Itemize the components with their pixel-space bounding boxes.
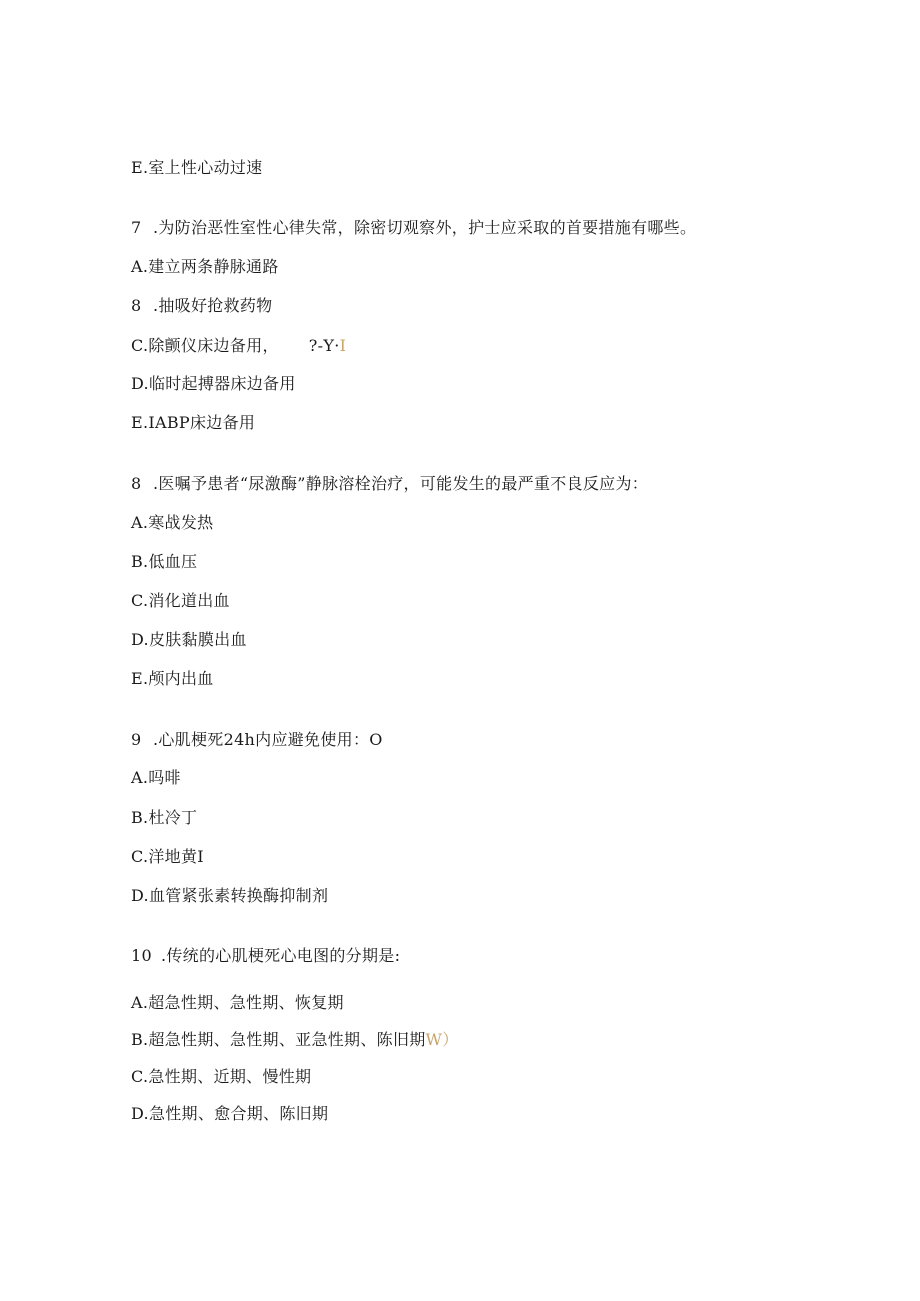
question-9 bbox=[131, 730, 383, 750]
option-text: E.室上性心动过速 bbox=[131, 158, 263, 177]
stray-mark: ?-Y· bbox=[308, 336, 340, 355]
question-text: .医嘱予患者“尿激酶”静脉溶栓治疗，可能发生的最严重不良反应为： bbox=[153, 474, 649, 493]
q10-option-b bbox=[131, 1030, 459, 1050]
question-number: 8 bbox=[131, 474, 142, 493]
q7-option-a bbox=[131, 257, 279, 277]
question-number: 7 bbox=[131, 218, 142, 237]
option-text: A.寒战发热 bbox=[131, 513, 214, 532]
option-text: D.血管紧张素转换酶抑制剂 bbox=[131, 886, 329, 905]
option-text: E.颅内出血 bbox=[131, 669, 214, 688]
option-text: E.IABP床边备用 bbox=[131, 413, 256, 432]
q7-option-b bbox=[131, 296, 273, 316]
option-text: C.除颤仪床边备用， bbox=[131, 336, 279, 355]
q9-option-a bbox=[131, 768, 181, 788]
question-number: 10 bbox=[131, 946, 152, 965]
q7-option-d bbox=[131, 374, 296, 394]
question-10 bbox=[131, 946, 400, 966]
option-text: C.洋地黄I bbox=[131, 847, 204, 866]
question-text: .传统的心肌梗死心电图的分期是: bbox=[161, 946, 401, 965]
option-text: D.急性期、愈合期、陈旧期 bbox=[131, 1104, 329, 1123]
option-text: A.超急性期、急性期、恢复期 bbox=[131, 993, 344, 1012]
question-text: .心肌梗死24h内应避免使用：O bbox=[153, 730, 383, 749]
question-number: 9 bbox=[131, 730, 142, 749]
option-text: D.皮肤黏膜出血 bbox=[131, 630, 247, 649]
q9-option-b bbox=[131, 808, 197, 828]
q8-option-e bbox=[131, 669, 214, 689]
stray-mark-light: I bbox=[339, 336, 347, 355]
option-text: .抽吸好抢救药物 bbox=[153, 296, 273, 315]
q7-option-c bbox=[131, 336, 346, 356]
q9-option-d bbox=[131, 886, 328, 906]
q8-option-d bbox=[131, 630, 247, 650]
question-7 bbox=[131, 218, 696, 238]
option-number: 8 bbox=[131, 296, 142, 315]
option-text: B.低血压 bbox=[131, 552, 198, 571]
option-e-prev bbox=[131, 158, 262, 178]
q8-option-c bbox=[131, 591, 230, 611]
option-text: C.消化道出血 bbox=[131, 591, 230, 610]
q8-option-b bbox=[131, 552, 197, 572]
option-text: C.急性期、近期、慢性期 bbox=[131, 1067, 312, 1086]
question-text: .为防治恶性室性心律失常，除密切观察外，护士应采取的首要措施有哪些。 bbox=[153, 218, 697, 237]
q10-option-d bbox=[131, 1104, 328, 1124]
option-text: A.吗啡 bbox=[131, 768, 181, 787]
question-8 bbox=[131, 474, 648, 494]
option-text: B.杜冷丁 bbox=[131, 808, 198, 827]
option-text: D.临时起搏器床边备用 bbox=[131, 374, 296, 393]
option-text: B.超急性期、急性期、亚急性期、陈旧期 bbox=[131, 1030, 426, 1049]
q10-option-a bbox=[131, 993, 344, 1013]
q8-option-a bbox=[131, 513, 213, 533]
q7-option-e bbox=[131, 413, 255, 433]
stray-mark-light: W） bbox=[425, 1030, 459, 1049]
q9-option-c bbox=[131, 847, 204, 867]
option-text: A.建立两条静脉通路 bbox=[131, 257, 279, 276]
q10-option-c bbox=[131, 1067, 311, 1087]
